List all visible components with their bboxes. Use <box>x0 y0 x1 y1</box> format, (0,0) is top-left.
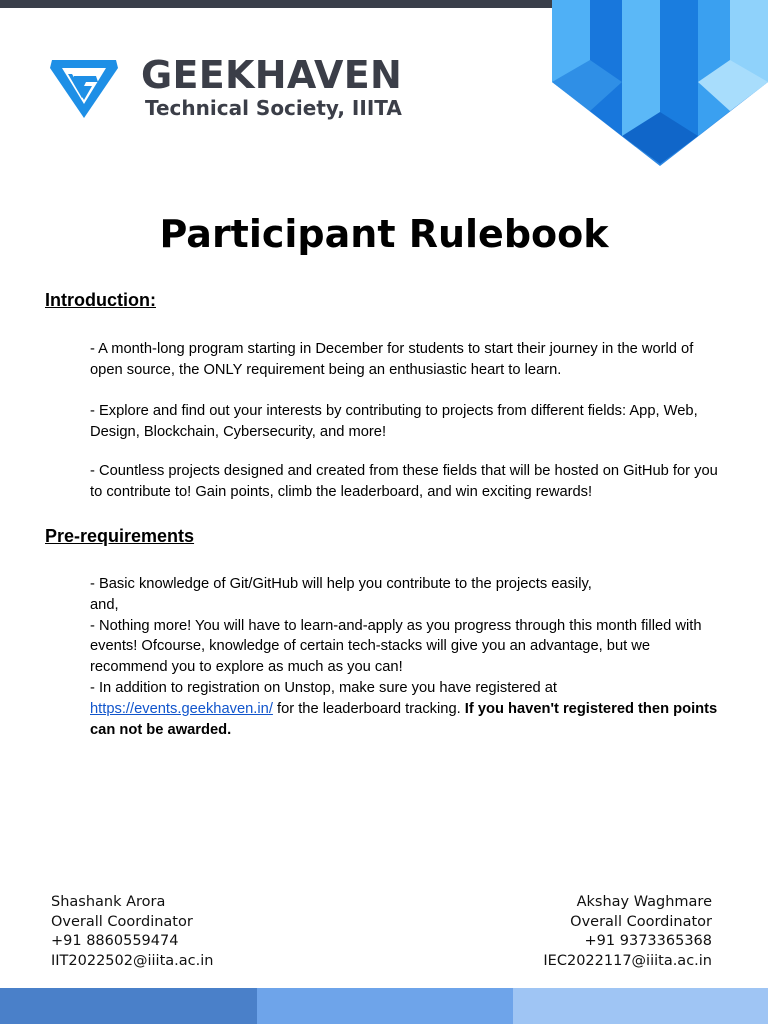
introduction-heading: Introduction: <box>45 290 156 310</box>
prereq-line-text: - In addition to registration on Unstop, make sure you have registered at <box>90 679 557 696</box>
bottom-bar-segment <box>257 988 513 1024</box>
top-accent-bar <box>0 0 552 8</box>
coordinator-phone: +91 8860559474 <box>51 933 179 950</box>
intro-paragraph: - Countless projects designed and created from these fields that will be hosted on GitHub for you to contribute to! Gain points, climb the leaderboard, and win exciting rewards! <box>90 463 718 500</box>
prereq-line-text: for the leaderboard tracking. <box>272 700 465 717</box>
bottom-bar-segment <box>0 988 257 1024</box>
prereq-line: - Nothing more! You will have to learn-and-apply as you progress through this month filled with events! Ofcourse, knowledge of certain tech-stacks will give you an advantage, but we recommend you to explore as much as you can! <box>90 617 702 676</box>
prerequirements-heading: Pre-requirements <box>45 526 195 546</box>
prereq-line: - Basic knowledge of Git/GitHub will help you contribute to the projects easily, <box>90 576 592 592</box>
prereq-line: and, <box>90 596 119 613</box>
brand-subtitle: Technical Society, IIITA <box>145 96 402 120</box>
geekhaven-logo-icon <box>48 54 120 122</box>
coordinator-phone: +91 9373365368 <box>584 933 712 950</box>
events-link[interactable]: https://events.geekhaven.in/ <box>90 700 273 717</box>
coordinator-left <box>51 893 213 971</box>
coordinator-role: Overall Coordinator <box>51 913 193 930</box>
intro-paragraph: - Explore and find out your interests by contributing to projects from different fields: App, Web, Design, Blockchain, Cybersecurity, and more! <box>90 403 698 440</box>
prereq-line <box>90 678 730 740</box>
coordinator-name: Shashank Arora <box>51 894 166 910</box>
bottom-bar-segment <box>513 988 768 1024</box>
coordinator-role: Overall Coordinator <box>570 913 712 930</box>
bottom-accent-bar <box>0 988 768 1024</box>
registration-warning: If you haven't registered then points can not be awarded. <box>90 700 718 738</box>
coordinator-name: Akshay Waghmare <box>576 894 712 910</box>
coordinator-email: IIT2022502@iiita.ac.in <box>51 952 214 969</box>
decorative-blue-crest <box>552 0 768 166</box>
brand-name: GEEKHAVEN <box>141 53 403 97</box>
coordinator-email: IEC2022117@iiita.ac.in <box>543 952 712 969</box>
prerequirements-body <box>90 574 730 740</box>
document-title: Participant Rulebook <box>159 212 609 256</box>
coordinator-right <box>543 893 712 971</box>
intro-paragraph: - A month-long program starting in December for students to start their journey in the world of open source, the ONLY requirement being an enthusiastic heart to learn. <box>90 341 694 378</box>
